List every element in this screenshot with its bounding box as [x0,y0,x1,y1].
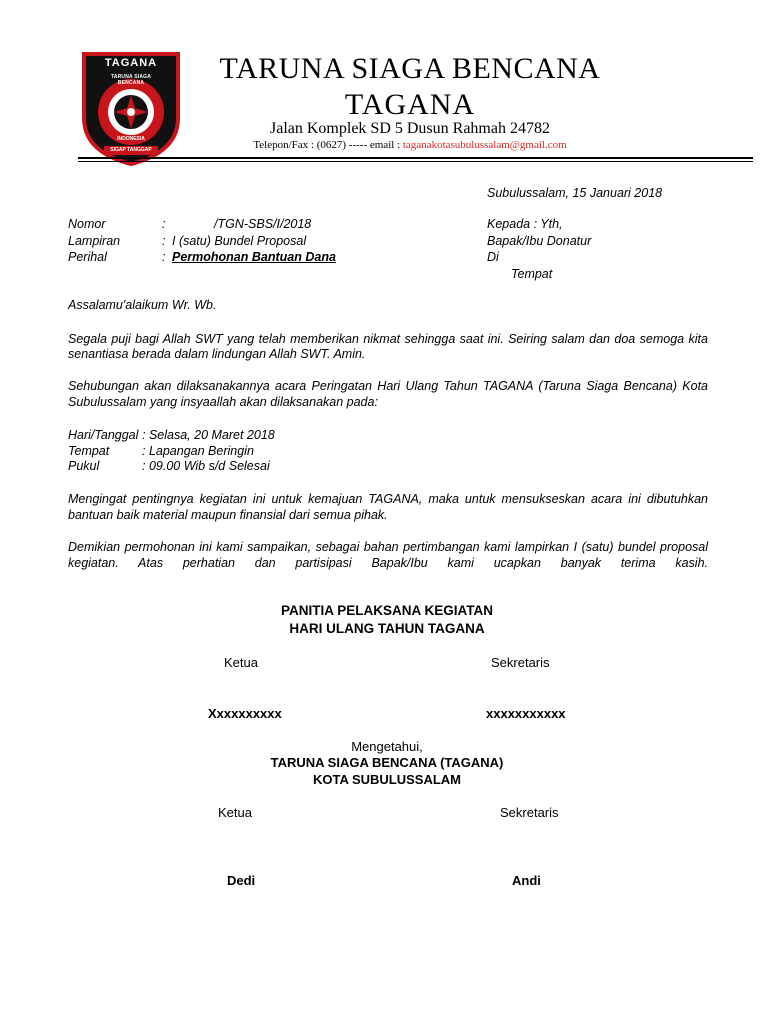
event-date-label: Hari/Tanggal [68,428,139,442]
logo-motto: SIGAP TANGGAP [110,147,152,153]
meta-nomor-label: Nomor [68,217,106,231]
paragraph-2-line-1: Sehubungan akan dilaksanakannya acara Peringatan Hari Ulang Tahun TAGANA (Taruna Siaga Bencana) Kota [68,379,708,393]
org-name: TARUNA SIAGA BENCANA [219,52,601,85]
approval-left-role: Ketua [218,805,252,820]
committee-right-name: xxxxxxxxxxx [486,706,566,721]
paragraph-2-line-2: Subulussalam yang insyaallah akan dilaksanakan pada: [68,395,378,409]
approval-label: Mengetahui, [351,739,423,754]
logo-top-text: TAGANA [104,57,158,69]
approval-org-1: TARUNA SIAGA BENCANA (TAGANA) [270,755,504,770]
meta-nomor-sep: : [162,217,166,231]
greeting: Assalamu'alaikum Wr. Wb. [68,298,217,312]
letter-date: Subulussalam, 15 Januari 2018 [487,186,663,200]
meta-perihal-value: Permohonan Bantuan Dana [172,250,336,264]
meta-nomor-value: /TGN-SBS/I/2018 [214,217,312,231]
recipient-line-3: Di [487,250,499,264]
event-place-label: Tempat [68,444,110,458]
committee-right-role: Sekretaris [491,655,550,670]
header-divider-thin [78,161,753,162]
event-place-value: : Lapangan Beringin [142,444,254,458]
paragraph-3-line-2: bantuan baik material maupun finansial dari semua pihak. [68,508,388,522]
header-divider [78,157,753,159]
meta-perihal-label: Perihal [68,250,107,264]
recipient-line-1: Kepada : Yth, [487,217,563,231]
approval-right-role: Sekretaris [500,805,559,820]
org-address: Jalan Komplek SD 5 Dusun Rahmah 24782 [270,120,550,137]
committee-left-role: Ketua [224,655,258,670]
logo-ring-text: TARUNA SIAGA BENCANA [110,74,152,86]
meta-lampiran-value: I (satu) Bundel Proposal [172,234,307,248]
approval-left-name: Dedi [227,873,256,888]
org-contact [150,139,670,151]
committee-title-1: PANITIA PELAKSANA KEGIATAN [281,603,493,618]
meta-perihal-sep: : [162,250,166,264]
recipient-line-4: Tempat [511,267,553,281]
committee-title-2: HARI ULANG TAHUN TAGANA [289,621,485,636]
paragraph-4-line-1: Demikian permohonan ini kami sampaikan, sebagai bahan pertimbangan kami lampirkan I (satu) bundel proposal [68,540,708,554]
event-date-value: : Selasa, 20 Maret 2018 [142,428,275,442]
paragraph-3-line-1: Mengingat pentingnya kegiatan ini untuk kemajuan TAGANA, maka untuk mensukseskan acara ini dibutuhkan [68,492,708,506]
committee-left-name: Xxxxxxxxxx [208,706,282,721]
event-time-value: : 09.00 Wib s/d Selesai [142,459,270,473]
paragraph-4-line-2: kegiatan. Atas perhatian dan partisipasi Bapak/Ibu kami ucapkan banyak terima kasih. [68,556,708,570]
logo-bottom-ring-text: INDONESIA [117,136,145,142]
event-time-label: Pukul [68,459,100,473]
meta-lampiran-sep: : [162,234,166,248]
meta-lampiran-label: Lampiran [68,234,121,248]
paragraph-1-line-1: Segala puji bagi Allah SWT yang telah memberikan nikmat sehingga saat ini. Seiring salam dan doa semoga kita [68,332,708,346]
contact-prefix: Telepon/Fax : (0627) ----- email : [253,139,403,151]
email-link[interactable]: taganakotasubulussalam@gmail.com [402,139,567,151]
approval-right-name: Andi [512,873,541,888]
approval-org-2: KOTA SUBULUSSALAM [312,772,462,787]
org-short: TAGANA [344,88,476,121]
paragraph-1-line-2: senantiasa berada dalam lindungan Allah SWT. Amin. [68,347,366,361]
recipient-line-2: Bapak/Ibu Donatur [487,234,592,248]
